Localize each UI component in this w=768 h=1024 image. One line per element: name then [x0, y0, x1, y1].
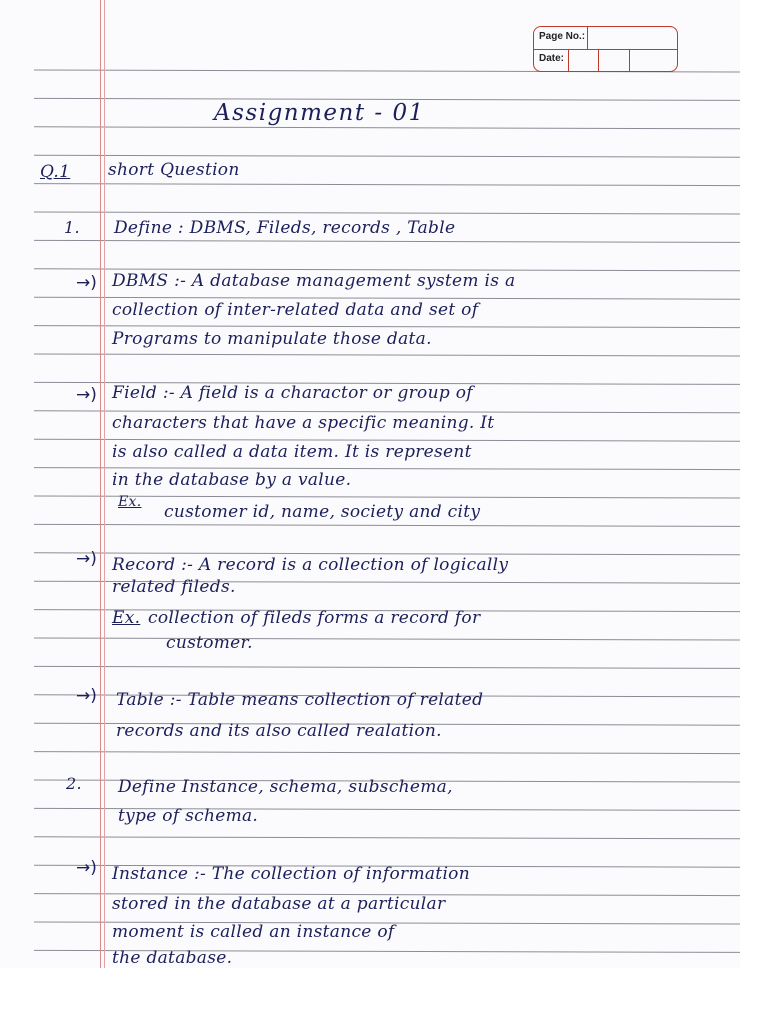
date-cell-3	[629, 49, 630, 71]
margin-line	[100, 0, 101, 968]
table-line-1: Table :- Table means collection of related	[116, 690, 484, 710]
field-line-1: Field :- A field is a charactor or group of	[112, 383, 473, 403]
field-example: customer id, name, society and city	[164, 502, 481, 522]
field-example-label: Ex.	[118, 494, 142, 510]
ruled-line	[34, 240, 740, 242]
ruled-line	[34, 184, 740, 186]
page-no-cell	[587, 27, 588, 49]
arrow-right-icon: →)	[76, 858, 97, 878]
arrow-right-icon: →)	[76, 549, 97, 569]
record-line-1: Record :- A record is a collection of logically	[112, 555, 509, 575]
field-line-2: characters that have a specific meaning. It	[112, 413, 495, 433]
ruled-line	[34, 837, 740, 839]
page-no-row	[534, 27, 677, 50]
ruled-line	[34, 638, 740, 640]
date-label: Date:	[539, 53, 565, 64]
record-line-4: customer.	[166, 633, 253, 653]
instance-line-3: moment is called an instance of	[112, 922, 395, 942]
page-title: Assignment - 01	[214, 100, 425, 126]
question-heading: short Question	[108, 160, 240, 180]
record-example-label: Ex.	[112, 608, 141, 628]
date-cell-1	[568, 49, 569, 71]
ruled-line	[34, 212, 740, 214]
dbms-line-2: collection of inter-related data and set of	[112, 300, 479, 320]
item-1-heading: Define : DBMS, Fileds, records , Table	[114, 218, 456, 238]
date-row	[534, 49, 677, 71]
record-line-2: related fileds.	[112, 577, 236, 597]
margin-line-inner	[104, 0, 105, 968]
arrow-right-icon: →)	[76, 385, 97, 405]
arrow-right-icon: →)	[76, 686, 97, 706]
instance-line-4: the database.	[112, 948, 233, 968]
page-header-box	[533, 26, 678, 72]
ruled-line	[34, 326, 740, 328]
item-number-2: 2.	[66, 774, 82, 793]
scan-margin	[0, 968, 768, 1024]
arrow-right-icon: →)	[76, 273, 97, 293]
field-line-4: in the database by a value.	[112, 470, 352, 490]
item-2-line-2: type of schema.	[118, 806, 259, 826]
field-line-3: is also called a data item. It is represent	[112, 442, 472, 462]
ruled-line	[34, 297, 740, 299]
dbms-line-3: Programs to manipulate those data.	[112, 329, 432, 349]
ruled-line	[34, 666, 740, 668]
instance-line-2: stored in the database at a particular	[112, 894, 446, 914]
item-2-line-1: Define Instance, schema, subschema,	[118, 777, 453, 797]
ruled-line	[34, 127, 740, 129]
record-example: collection of fileds forms a record for	[148, 608, 481, 628]
ruled-line	[34, 155, 740, 157]
ruled-line	[34, 354, 740, 356]
item-number-1: 1.	[64, 218, 80, 237]
instance-line-1: Instance :- The collection of information	[112, 864, 470, 884]
question-label: Q.1	[40, 162, 71, 182]
ruled-line	[34, 524, 740, 526]
ruled-line	[34, 439, 740, 441]
page-no-label: Page No.:	[539, 31, 586, 42]
dbms-line-1: DBMS :- A database management system is a	[112, 271, 516, 291]
ruled-line	[34, 752, 740, 754]
date-cell-2	[598, 49, 599, 71]
table-line-2: records and its also called realation.	[116, 721, 442, 741]
